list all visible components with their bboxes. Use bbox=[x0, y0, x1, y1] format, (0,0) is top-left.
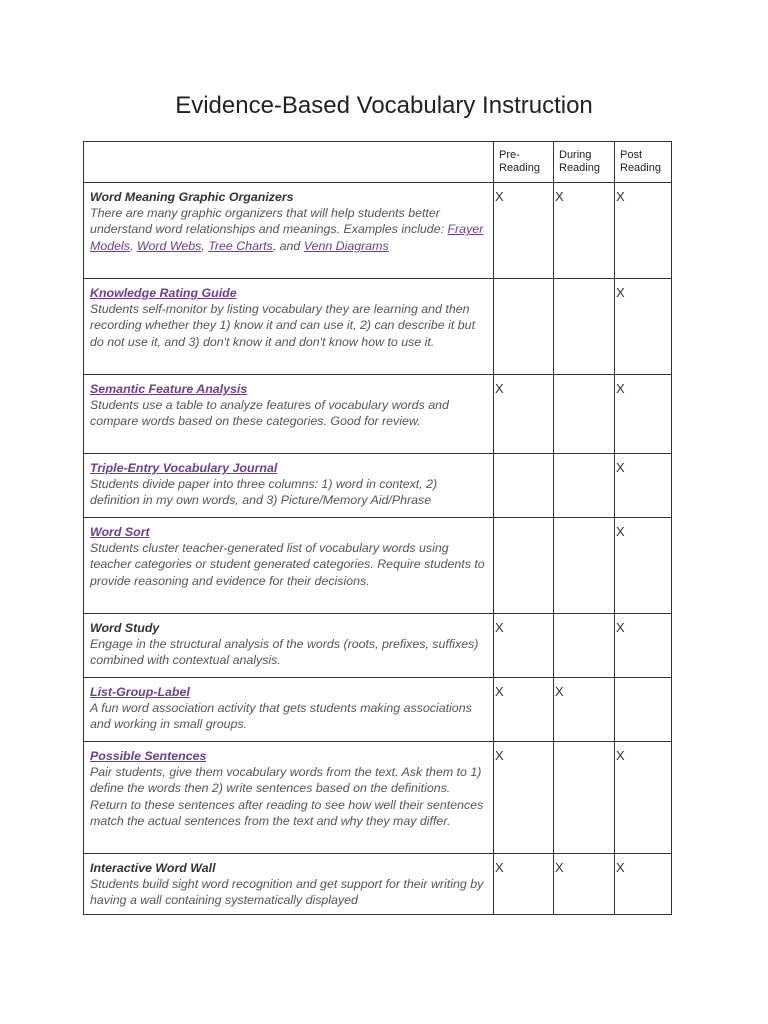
word-webs-link[interactable]: Word Webs bbox=[136, 238, 202, 253]
post-reading-mark: X bbox=[615, 375, 672, 454]
table-row bbox=[84, 183, 672, 279]
strategy-description: Students use a table to analyze features of vocabulary words and compare words based on these categories. Good for review. bbox=[90, 398, 449, 429]
pre-reading-mark: X bbox=[494, 678, 554, 742]
header-during-reading bbox=[554, 142, 615, 183]
strategy-cell bbox=[84, 454, 494, 518]
pre-reading-mark: X bbox=[494, 375, 554, 454]
post-reading-mark: X bbox=[615, 742, 672, 854]
strategy-name: Interactive Word Wall bbox=[90, 861, 216, 875]
strategy-cell bbox=[84, 279, 494, 375]
strategy-name: Word Study bbox=[90, 621, 160, 635]
during-reading-mark bbox=[554, 279, 615, 375]
strategy-description: Students divide paper into three columns: 1) word in context, 2) definition in my own words, and 3) Picture/Memory Aid/Phrase bbox=[90, 477, 438, 508]
during-reading-mark bbox=[554, 614, 615, 678]
during-reading-mark bbox=[554, 454, 615, 518]
strategy-cell bbox=[84, 854, 494, 915]
post-reading-mark: X bbox=[615, 183, 672, 279]
pre-reading-mark bbox=[494, 518, 554, 614]
pre-reading-mark: X bbox=[494, 854, 554, 915]
strategy-table bbox=[83, 141, 672, 915]
during-reading-mark bbox=[554, 375, 615, 454]
strategy-cell bbox=[84, 742, 494, 854]
strategy-description: Students self-monitor by listing vocabulary they are learning and then recording whether they 1) know it and can use it, 2) can describe it but do not use it, and 3) don't know it and don't know how to use it. bbox=[90, 302, 476, 349]
header-post-reading bbox=[615, 142, 672, 183]
post-reading-mark: X bbox=[615, 854, 672, 915]
header-post-line2: Reading bbox=[620, 162, 661, 174]
post-reading-mark: X bbox=[615, 454, 672, 518]
table-row bbox=[84, 279, 672, 375]
separator: , bbox=[201, 238, 209, 253]
during-reading-mark: X bbox=[554, 854, 615, 915]
post-reading-mark: X bbox=[615, 279, 672, 375]
header-during-line1: During bbox=[559, 149, 592, 161]
table-row bbox=[84, 614, 672, 678]
word-sort-link[interactable]: Word Sort bbox=[90, 525, 150, 539]
header-strategy-blank bbox=[84, 142, 494, 183]
strategy-description: Students cluster teacher-generated list of vocabulary words using teacher categories or student generated categories. Require students to provide reasoning and evidence for their decisions. bbox=[90, 541, 485, 588]
post-reading-mark: X bbox=[615, 614, 672, 678]
pre-reading-mark: X bbox=[494, 183, 554, 279]
pre-reading-mark bbox=[494, 454, 554, 518]
strategy-description: Engage in the structural analysis of the words (roots, prefixes, suffixes) combined with contextual analysis. bbox=[90, 637, 479, 668]
pre-reading-mark: X bbox=[494, 742, 554, 854]
separator: , bbox=[129, 238, 137, 253]
table-header-row bbox=[84, 142, 672, 183]
tree-charts-link[interactable]: Tree Charts bbox=[208, 238, 273, 253]
strategy-cell bbox=[84, 518, 494, 614]
strategy-description: Pair students, give them vocabulary words from the text. Ask them to 1) define the words then 2) write sentences based on the definitions. Return to these sentences after reading to see how well their sentences match the actual sentences from the text and why they may differ. bbox=[90, 765, 484, 828]
separator: , and bbox=[272, 238, 304, 253]
possible-sentences-link[interactable]: Possible Sentences bbox=[90, 749, 207, 763]
table-row bbox=[84, 678, 672, 742]
strategy-name: Word Meaning Graphic Organizers bbox=[90, 190, 294, 204]
semantic-feature-analysis-link[interactable]: Semantic Feature Analysis bbox=[90, 382, 248, 396]
pre-reading-mark: X bbox=[494, 614, 554, 678]
strategy-cell bbox=[84, 375, 494, 454]
table-row bbox=[84, 375, 672, 454]
post-reading-mark bbox=[615, 678, 672, 742]
during-reading-mark bbox=[554, 742, 615, 854]
header-post-line1: Post bbox=[620, 149, 643, 161]
table-row bbox=[84, 742, 672, 854]
knowledge-rating-guide-link[interactable]: Knowledge Rating Guide bbox=[90, 286, 237, 300]
table-row bbox=[84, 854, 672, 915]
during-reading-mark: X bbox=[554, 183, 615, 279]
during-reading-mark bbox=[554, 518, 615, 614]
strategy-description: There are many graphic organizers that will help students better understand word relationships and meanings. Examples include: bbox=[90, 206, 448, 237]
post-reading-mark: X bbox=[615, 518, 672, 614]
strategy-description: A fun word association activity that gets students making associations and working in small groups. bbox=[90, 701, 472, 732]
venn-diagrams-link[interactable]: Venn Diagrams bbox=[303, 238, 389, 253]
list-group-label-link[interactable]: List-Group-Label bbox=[90, 685, 190, 699]
page-title: Evidence-Based Vocabulary Instruction bbox=[175, 92, 593, 119]
triple-entry-vocabulary-journal-link[interactable]: Triple-Entry Vocabulary Journal bbox=[90, 461, 278, 475]
header-pre-reading bbox=[494, 142, 554, 183]
table-row bbox=[84, 518, 672, 614]
header-pre-line2: Reading bbox=[499, 162, 540, 174]
frayer-models-link[interactable]: Frayer Models bbox=[90, 222, 484, 253]
strategy-cell bbox=[84, 183, 494, 279]
strategy-description: Students build sight word recognition and get support for their writing by having a wall containing systematically displayed bbox=[90, 877, 484, 908]
header-pre-line1: Pre- bbox=[499, 149, 520, 161]
strategy-cell bbox=[84, 614, 494, 678]
strategy-cell bbox=[84, 678, 494, 742]
header-during-line2: Reading bbox=[559, 162, 600, 174]
table-row bbox=[84, 454, 672, 518]
pre-reading-mark bbox=[494, 279, 554, 375]
during-reading-mark: X bbox=[554, 678, 615, 742]
